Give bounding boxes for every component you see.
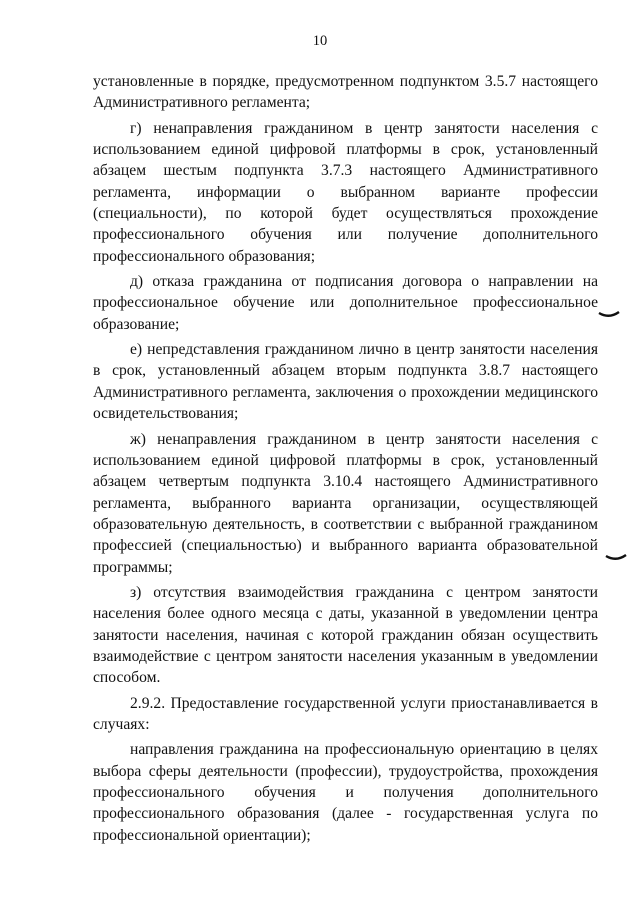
scan-mark	[598, 310, 620, 320]
paragraph-continuation: установленные в порядке, предусмотренном подпунктом 3.5.7 настоящего Административного регламента;	[93, 73, 598, 112]
page-number: 10	[312, 33, 328, 49]
paragraph-item-zh: ж) ненаправления гражданином в центр занятости населения с использованием единой цифровой платформы в срок, установленный абзацем четвертым подпункта 3.10.4 настоящего Административного регламента, выбранного варианта организации, осуществляющей образовательную деятельность, в соответствии с выбранной гражданином профессией (специальностью) и выбранного варианта образовательной программы;	[93, 430, 598, 576]
paragraph-item-e: е) непредставления гражданином лично в центр занятости населения в срок, установленный абзацем вторым подпункта 3.8.7 настоящего Административного регламента, заключения о прохождении медицинского освидетельствования;	[93, 341, 598, 423]
paragraph-item-d: д) отказа гражданина от подписания договора о направлении на профессиональное обучение или дополнительное профессиональное образование;	[93, 273, 598, 333]
paragraph-2-9-2: 2.9.2. Предоставление государственной услуги приостанавливается в случаях:	[93, 694, 598, 733]
scan-mark	[605, 553, 627, 563]
paragraph-item-z: з) отсутствия взаимодействия гражданина с центром занятости населения более одного месяца с даты, указанной в уведомлении центра занятости населения, начиная с которой гражданин обязан осуществить взаимодействие с центром занятости населения указанным в уведомлении способом.	[93, 583, 598, 687]
paragraph-suspension-case: направления гражданина на профессиональную ориентацию в целях выбора сферы деятельности (профессии), трудоустройства, прохождения профессионального обучения и получения дополнительного профессионального образования (далее - государственная услуга по профессиональной ориентации);	[93, 741, 598, 844]
document-body	[93, 71, 598, 846]
paragraph-item-g: г) ненаправления гражданином в центр занятости населения с использованием единой цифровой платформы в срок, установленный абзацем шестым подпункта 3.7.3 настоящего Административного регламента, информации о выбранном варианте профессии (специальности), по которой будет осуществляться прохождение профессионального обучения или получение дополнительного профессионального образования;	[93, 119, 598, 265]
